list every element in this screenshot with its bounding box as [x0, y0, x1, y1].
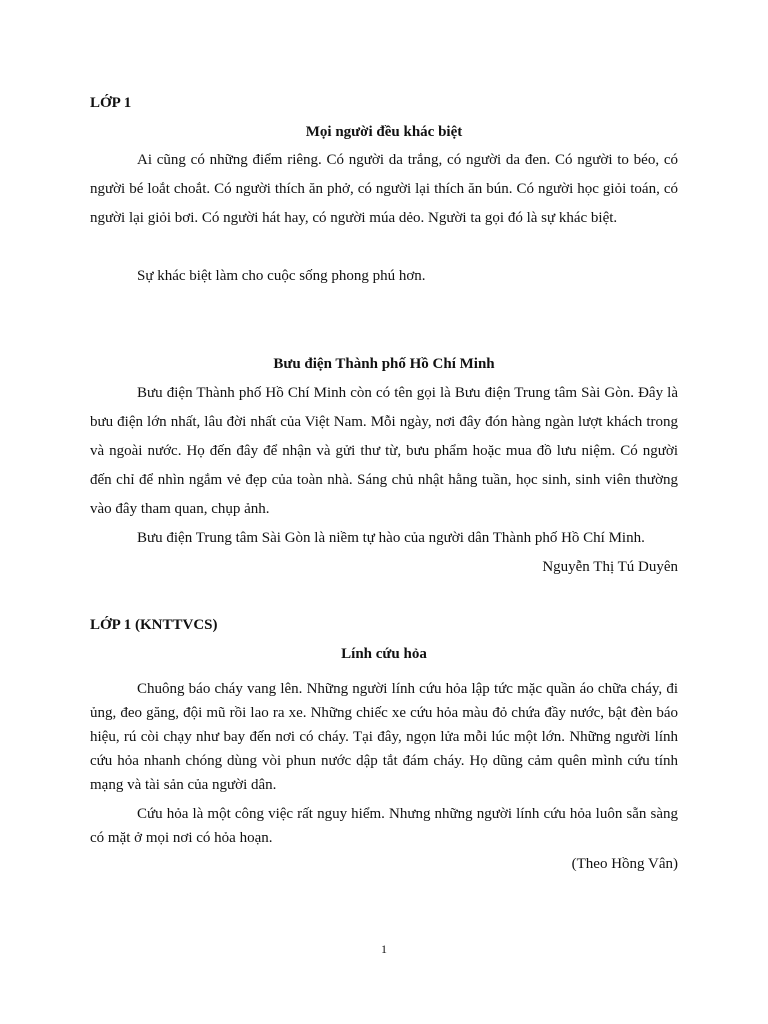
story-paragraph: Ai cũng có những điểm riêng. Có người da trắng, có người da đen. Có người to béo, có người bé loắt choắt. Có người thích ăn phở, có người lại thích ăn bún. Có người học giỏi toán, có người lại giỏi bơi. Có người hát hay, có người múa dẻo. Người ta gọi đó là sự khác biệt.	[90, 152, 678, 226]
story-title-buu-dien: Bưu điện Thành phố Hồ Chí Minh	[273, 356, 495, 372]
story-author: (Theo Hồng Vân)	[571, 856, 678, 872]
section-heading-lop1: LỚP 1	[90, 95, 132, 111]
story-title-khac-biet: Mọi người đều khác biệt	[305, 124, 463, 140]
story-paragraph: Cứu hỏa là một công việc rất nguy hiểm. Nhưng những người lính cứu hỏa luôn sẵn sàng có mặt ở mọi nơi có hỏa hoạn.	[90, 806, 678, 846]
story-paragraph: Sự khác biệt làm cho cuộc sống phong phú hơn.	[137, 268, 426, 284]
section-heading-knttvcs: LỚP 1 (KNTTVCS)	[90, 617, 218, 633]
story-paragraph: Chuông báo cháy vang lên. Những người lính cứu hỏa lập tức mặc quần áo chữa cháy, đi ủng, đeo găng, đội mũ rồi lao ra xe. Những chiếc xe cứu hỏa màu đỏ chứa đầy nước, bật đèn báo hiệu, rú còi chạy như bay đến nơi có cháy. Tại đây, ngọn lửa mỗi lúc một lớn. Những người lính cứu hỏa nhanh chóng dùng vòi phun nước dập tắt đám cháy. Họ dũng cảm quên mình cứu tính mạng và tài sản của người dân.	[90, 681, 678, 793]
story-paragraph: Bưu điện Thành phố Hồ Chí Minh còn có tên gọi là Bưu điện Trung tâm Sài Gòn. Đây là bưu điện lớn nhất, lâu đời nhất của Việt Nam. Mỗi ngày, nơi đây đón hàng ngàn lượt khách trong và ngoài nước. Họ đến đây để nhận và gửi thư từ, bưu phẩm hoặc mua đồ lưu niệm. Có người đến chỉ để nhìn ngắm vẻ đẹp của toàn nhà. Sáng chủ nhật hằng tuần, học sinh, sinh viên thường vào đây tham quan, chụp ảnh.	[90, 385, 678, 517]
story-paragraph: Bưu điện Trung tâm Sài Gòn là niềm tự hào của người dân Thành phố Hồ Chí Minh.	[137, 530, 645, 546]
story-title-linh-cuu-hoa: Lính cứu hỏa	[341, 646, 427, 662]
story-author: Nguyễn Thị Tú Duyên	[542, 559, 678, 575]
page-number: 1	[381, 942, 387, 956]
